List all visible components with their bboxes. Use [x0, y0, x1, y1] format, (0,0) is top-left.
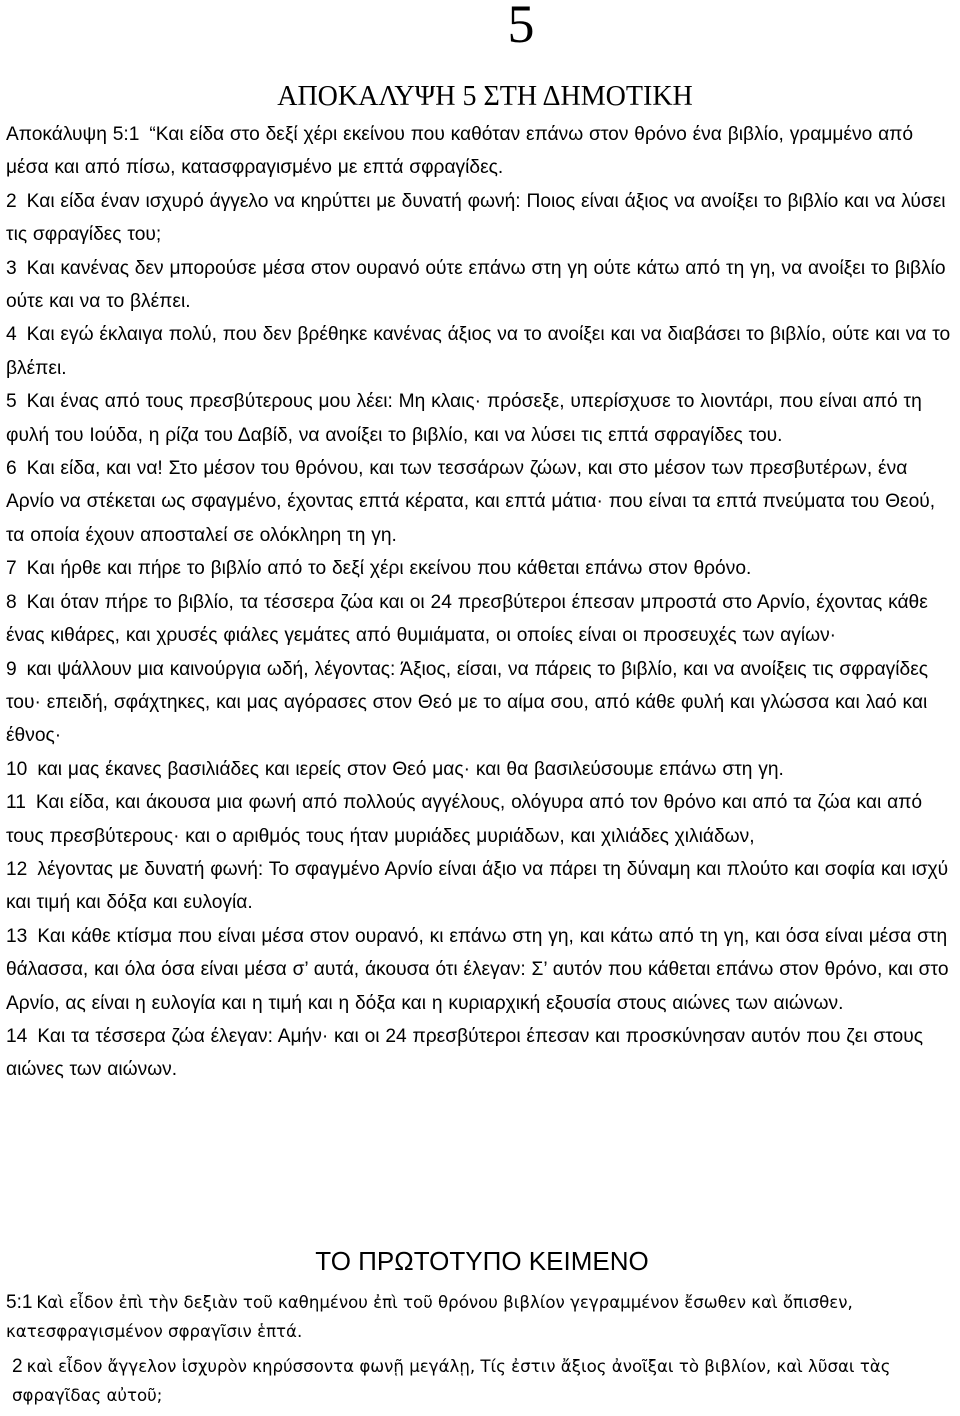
modern-greek-translation — [6, 118, 956, 1087]
verse-number: 11 — [6, 792, 26, 814]
verse-14 — [6, 1020, 956, 1087]
verse-8 — [6, 586, 956, 653]
verse-number: 5 — [6, 391, 17, 413]
verse-text: Και κάθε κτίσμα που είναι μέσα στον ουρανό, κι επάνω στη γη, και κάτω από τη γη, και όσα είναι μέσα στη θάλασσα, και όλα όσα είναι μέσα σ’ αυτά, άκουσα ότι έλεγαν: Σ’ αυτόν που κάθεται επάνω στον θρόνο, και στο Αρνίο, ας είναι η ευλογία και η τιμή και η δόξα και η κυριαρχική εξουσία στους αιώνες των αιώνων. — [6, 925, 949, 1014]
verse-1 — [6, 118, 956, 185]
verse-11 — [6, 786, 956, 853]
page-title: ΑΠΟΚΑΛΥΨΗ 5 ΣΤΗ ΔΗΜΟΤΙΚΗ — [277, 81, 693, 112]
verse-number: 9 — [6, 658, 17, 680]
verse-text: Και είδα, και να! Στο μέσον του θρόνου, και των τεσσάρων ζώων, και στο μέσον των πρεσβυτέρων, ένα Αρνίο να στέκεται ως σφαγμένο, έχοντας επτά κέρατα, και επτά μάτια· που είναι τα επτά πνεύματα του Θεού, τα οποία έχουν αποσταλεί σε ολόκληρη τη γη. — [6, 458, 936, 546]
verse-text: Καὶ εἶδον ἐπὶ τὴν δεξιὰν τοῦ καθημένου ἐπὶ τοῦ θρόνου βιβλίον γεγραμμένον ἔσωθεν καὶ ὄπισθεν, κατεσφραγισμένον σφραγῖσιν ἑπτά. — [6, 1293, 853, 1341]
verse-text: Και τα τέσσερα ζώα έλεγαν: Αμήν· και οι 24 πρεσβύτεροι έπεσαν και προσκύνησαν αυτόν που ζει στους αιώνες των αιώνων. — [6, 1025, 923, 1081]
verse-10 — [6, 753, 956, 786]
verse-text: “Και είδα στο δεξί χέρι εκείνου που καθόταν επάνω στον θρόνο ένα βιβλίο, γραμμένο από μέσα και από πίσω, κατασφραγισμένο με επτά σφραγίδες. — [6, 124, 914, 179]
verse-number: 14 — [6, 1025, 28, 1047]
verse-number: 12 — [6, 858, 28, 880]
verse-text: καὶ εἶδον ἄγγελον ἰσχυρὸν κηρύσσοντα φωνῇ μεγάλῃ, Τίς ἐστιν ἄξιος ἀνοῖξαι τὸ βιβλίον, καὶ λῦσαι τὰς σφραγῖδας αὐτοῦ; — [12, 1357, 891, 1405]
verse-number: 3 — [6, 257, 17, 279]
verse-text: και ψάλλουν μια καινούργια ωδή, λέγοντας: Άξιος, είσαι, να πάρεις το βιβλίο, και να ανοίξεις τις σφραγίδες του· επειδή, σφάχτηκες, και μας αγόρασες στον Θεό με το αίμα σου, από κάθε φυλή και γλώσσα και λαό και έθνος· — [6, 658, 928, 747]
verse-number: 2 — [12, 1356, 23, 1377]
page-number: 5 — [507, 0, 535, 54]
verse-3 — [6, 252, 956, 319]
verse-number: 6 — [6, 458, 17, 480]
verse-text: Και είδα έναν ισχυρό άγγελο να κηρύττει με δυνατή φωνή: Ποιος είναι άξιος να ανοίξει το βιβλίο και να λύσει τις σφραγίδες του; — [6, 190, 946, 246]
verse-text: Και εγώ έκλαιγα πολύ, που δεν βρέθηκε κανένας άξιος να το ανοίξει και να διαβάσει το βιβλίο, ούτε και να το βλέπει. — [6, 324, 951, 379]
verse-2 — [6, 185, 956, 252]
verse-text: Και κανένας δεν μπορούσε μέσα στον ουρανό ούτε επάνω στη γη ούτε κάτω από τη γη, να ανοίξει το βιβλίο ούτε και να το βλέπει. — [6, 257, 946, 313]
verse-text: Και όταν πήρε το βιβλίο, τα τέσσερα ζώα και οι 24 πρεσβύτεροι έπεσαν μπροστά στο Αρνίο, έχοντας κάθε ένας κιθάρες, και χρυσές φιάλες γεμάτες από θυμιάματα, οι οποίες είναι οι προσευχές των αγίων· — [6, 591, 928, 647]
verse-4 — [6, 318, 956, 385]
verse-text: Και ήρθε και πήρε το βιβλίο από το δεξί χέρι εκείνου που κάθεται επάνω στον θρόνο. — [26, 558, 752, 580]
original-verse-1 — [6, 1288, 956, 1346]
verse-reference: Αποκάλυψη 5:1 — [6, 124, 140, 145]
verse-text: και μας έκανες βασιλιάδες και ιερείς στον Θεό μας· και θα βασιλεύσουμε επάνω στη γη. — [37, 758, 784, 780]
verse-number: 7 — [6, 558, 17, 580]
verse-13 — [6, 920, 956, 1020]
verse-number: 8 — [6, 591, 17, 613]
verse-7 — [6, 552, 956, 585]
section-heading: ΤΟ ΠΡΩΤΟΤΥΠΟ ΚΕΙΜΕΝΟ — [315, 1246, 649, 1276]
original-greek-text — [6, 1288, 956, 1416]
original-verse-2 — [6, 1352, 956, 1410]
verse-number: 10 — [6, 758, 28, 780]
verse-number: 13 — [6, 925, 28, 947]
verse-text: λέγοντας με δυνατή φωνή: Το σφαγμένο Αρνίο είναι άξιο να πάρει τη δύναμη και πλούτο και σοφία και ισχύ και τιμή και δόξα και ευλογία. — [6, 858, 949, 914]
verse-9 — [6, 653, 956, 753]
verse-reference: 5:1 — [6, 1292, 33, 1313]
verse-6 — [6, 452, 956, 552]
verse-12 — [6, 853, 956, 920]
verse-number: 4 — [6, 324, 17, 346]
verse-5 — [6, 385, 956, 452]
verse-number: 2 — [6, 190, 17, 212]
verse-text: Και είδα, και άκουσα μια φωνή από πολλούς αγγέλους, ολόγυρα από τον θρόνο και από τα ζώα και από τους πρεσβύτερους· και ο αριθμός τους ήταν μυριάδες μυριάδων, και χιλιάδες χιλιάδων, — [6, 792, 923, 847]
verse-text: Και ένας από τους πρεσβύτερους μου λέει: Μη κλαις· πρόσεξε, υπερίσχυσε το λιοντάρι, που είναι από τη φυλή του Ιούδα, η ρίζα του Δαβίδ, να ανοίξει το βιβλίο, και να λύσει τις επτά σφραγίδες του. — [6, 391, 922, 446]
